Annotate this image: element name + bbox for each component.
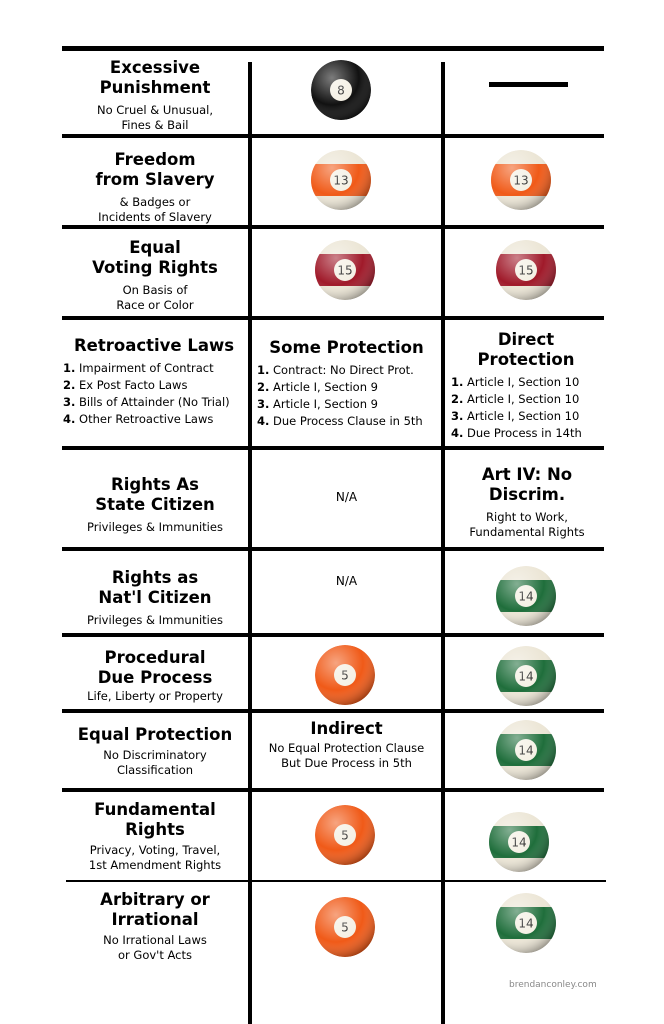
row-divider (62, 446, 604, 450)
ball-14-icon (496, 646, 556, 706)
ball-5-icon (315, 805, 375, 865)
row-rights-as-state-citizen: Rights As State Citizen Privileges & Immunities (87, 475, 223, 534)
row-divider (66, 880, 606, 882)
ball-5-icon (315, 645, 375, 705)
credit-text: brendanconley.com (509, 980, 597, 990)
ball-14-icon (496, 893, 556, 953)
column-divider-1 (248, 62, 252, 1024)
column-divider-2 (441, 62, 445, 1024)
ball-15-icon (315, 240, 375, 300)
row-freedom-from-slavery: Freedom from Slavery & Badges or Incidents of Slavery (95, 150, 215, 224)
federal-natl-citizen-na: N/A (335, 574, 358, 588)
row-rights-as-natl-citizen: Rights as Nat'l Citizen Privileges & Immunities (87, 568, 223, 627)
top-rule (62, 46, 604, 51)
ball-13-icon (491, 150, 551, 210)
row-fundamental-rights: Fundamental Rights Privacy, Voting, Travel, 1st Amendment Rights (88, 800, 222, 872)
ball-14-icon (496, 720, 556, 780)
row-divider (62, 709, 604, 713)
ball-14-icon (496, 566, 556, 626)
row-divider (62, 547, 604, 551)
federal-state-citizen-na: N/A (335, 490, 358, 504)
row-excessive-punishment: Excessive Punishment No Cruel & Unusual, Fines & Bail (96, 58, 214, 132)
state-art-iv-no-discrim: Art IV: No Discrim. Right to Work, Fundamental Rights (469, 465, 585, 539)
row-equal-voting-rights: Equal Voting Rights On Basis of Race or Color (92, 238, 218, 312)
row-divider (62, 316, 604, 320)
dash-mark (489, 82, 568, 87)
federal-indirect: Indirect No Equal Protection Clause But Due Process in 5th (268, 719, 425, 770)
row-divider (62, 225, 604, 229)
ball-15-icon (496, 240, 556, 300)
row-divider (62, 134, 604, 138)
ball-5-icon (315, 897, 375, 957)
ball-8-icon (311, 60, 371, 120)
row-divider (62, 633, 604, 637)
federal-some-protection: Some Protection 1. Contract: No Direct Prot. 2. Article I, Section 9 3. Article I, Section 9 4. Due Process Clause in 5th (257, 338, 424, 428)
ball-14-icon (489, 812, 549, 872)
row-procedural-due-process: Procedural Due Process Life, Liberty or Property (87, 648, 223, 703)
row-retroactive-laws: Retroactive Laws 1. Impairment of Contract 2. Ex Post Facto Laws 3. Bills of Attainder (No Trial) 4. Other Retroactive Laws (63, 336, 235, 426)
row-divider (62, 788, 604, 792)
ball-13-icon (311, 150, 371, 210)
row-arbitrary-or-irrational: Arbitrary or Irrational No Irrational Laws or Gov't Acts (100, 890, 210, 962)
row-equal-protection: Equal Protection No Discriminatory Classification (77, 725, 233, 777)
state-direct-protection: Direct Protection 1. Article I, Section 10 2. Article I, Section 10 3. Article I, Section 10 4. Due Process in 14th (451, 330, 582, 440)
